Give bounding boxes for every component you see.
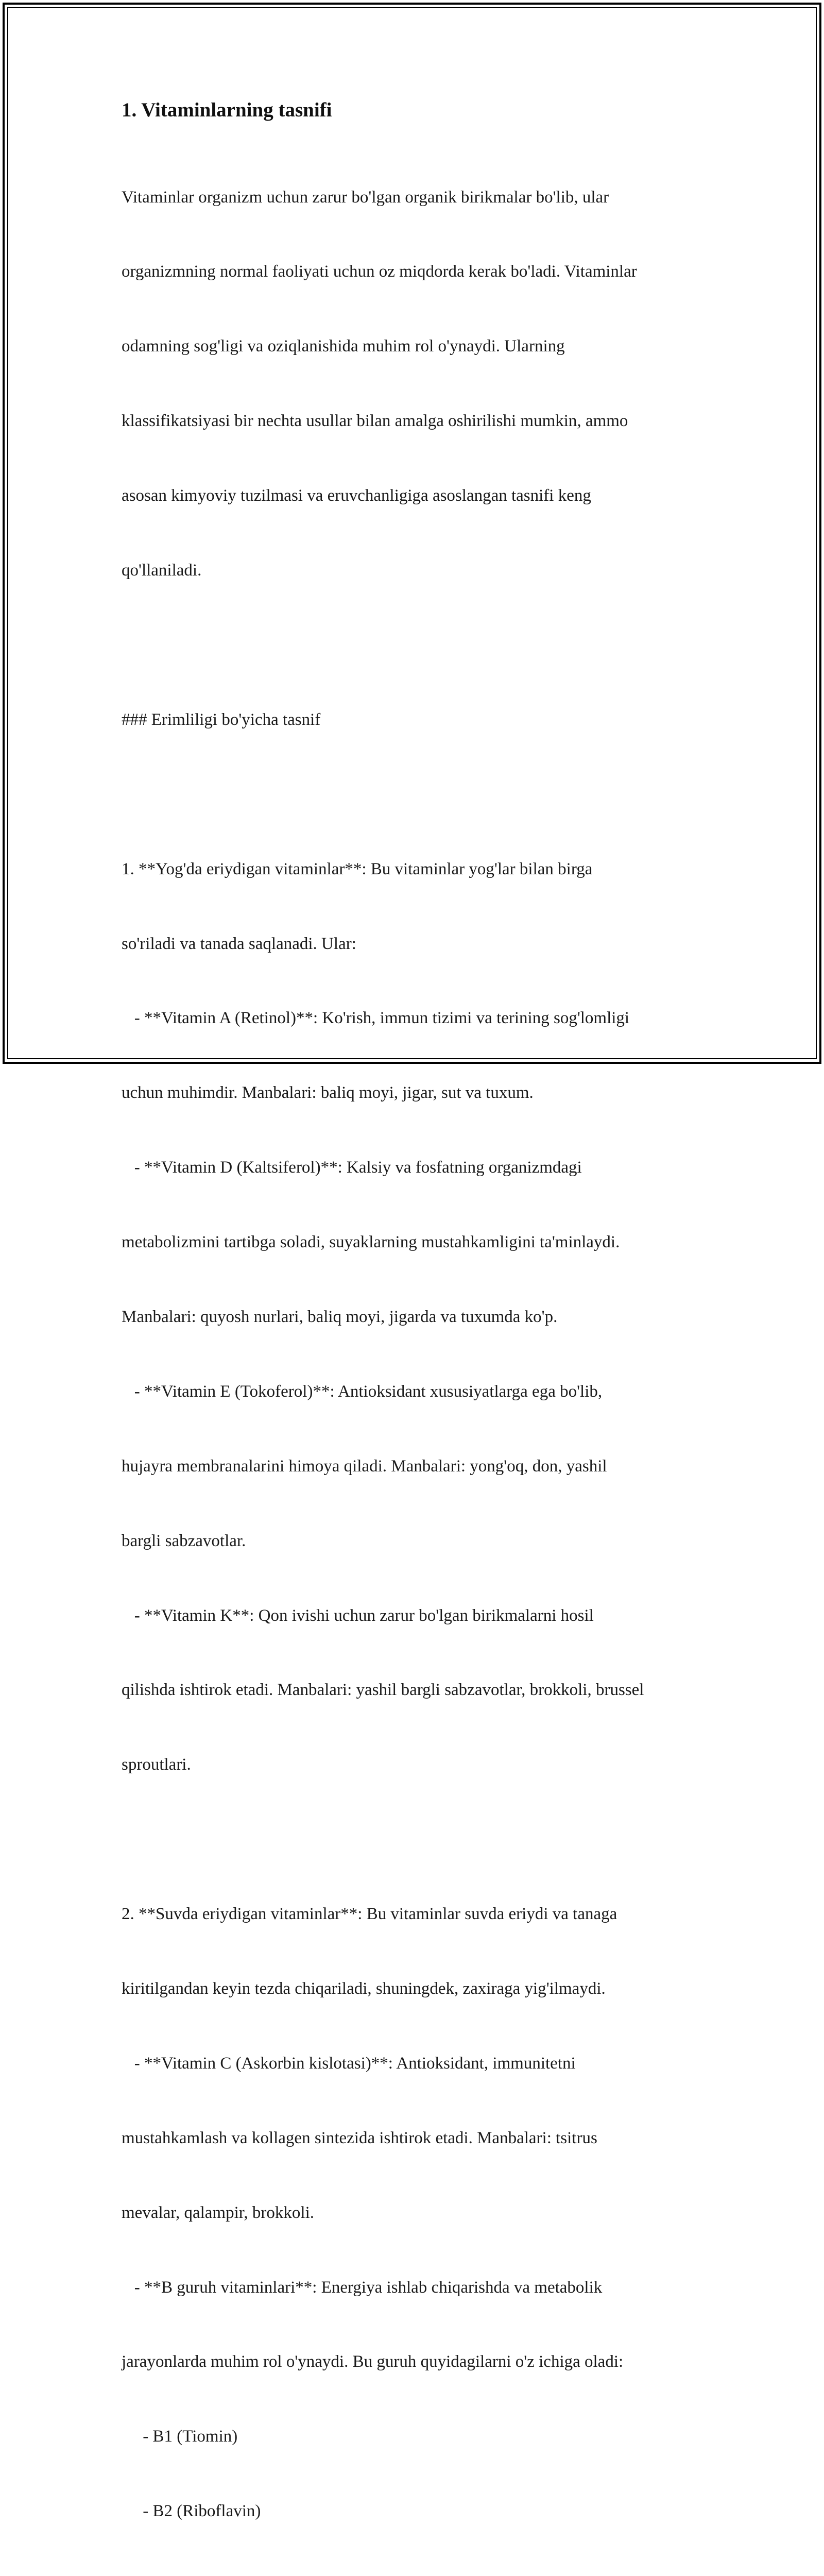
text-line: klassifikatsiyasi bir nechta usullar bilan amalga oshirilishi mumkin, ammo: [122, 412, 628, 431]
text-line: sproutlari.: [122, 1755, 191, 1774]
text-line: hujayra membranalarini himoya qiladi. Manbalari: yong'oq, don, yashil: [122, 1456, 607, 1476]
text-line: organizmning normal faoliyati uchun oz miqdorda kerak bo'ladi. Vitaminlar: [122, 262, 637, 281]
text-line: asosan kimyoviy tuzilmasi va eruvchanligiga asoslangan tasnifi keng: [122, 486, 591, 505]
text-line: Manbalari: quyosh nurlari, baliq moyi, jigarda va tuxumda ko'p.: [122, 1307, 558, 1326]
text-line: kiritilgandan keyin tezda chiqariladi, shuningdek, zaxiraga yig'ilmaydi.: [122, 1979, 606, 1998]
text-line: qo'llaniladi.: [122, 561, 202, 580]
text-line: - **Vitamin C (Askorbin kislotasi)**: Antioksidant, immunitetni: [122, 2054, 576, 2073]
blank-line: [122, 1827, 709, 1852]
text-line: mevalar, qalampir, brokkoli.: [122, 2203, 314, 2222]
text-line: Vitaminlar organizm uchun zarur bo'lgan organik birikmalar bo'lib, ular: [122, 188, 609, 207]
fat-soluble-section: [122, 807, 709, 1827]
text-line: - **Vitamin E (Tokoferol)**: Antioksidant xususiyatlarga ega bo'lib,: [122, 1382, 603, 1401]
text-line: jarayonlarda muhim rol o'ynaydi. Bu guruh quyidagilarni o'z ichiga oladi:: [122, 2352, 624, 2371]
subheading-paragraph: [122, 657, 709, 782]
section-heading: 1. Vitaminlarning tasnifi: [122, 99, 332, 121]
text-line: - **B guruh vitaminlari**: Energiya ishlab chiqarishda va metabolik: [122, 2278, 603, 2297]
text-line: 2. **Suvda eriydigan vitaminlar**: Bu vitaminlar suvda eriydi va tanaga: [122, 1905, 617, 1924]
text-line: odamning sog'ligi va oziqlanishida muhim rol o'ynaydi. Ularning: [122, 337, 565, 356]
blank-line: [122, 633, 709, 657]
water-soluble-section: [122, 1852, 709, 2576]
text-line: - **Vitamin D (Kaltsiferol)**: Kalsiy va fosfatning organizmdagi: [122, 1158, 582, 1177]
text-line: - **Vitamin A (Retinol)**: Ko'rish, immun tizimi va terining sog'lomligi: [122, 1009, 630, 1028]
text-line: 1. **Yog'da eriydigan vitaminlar**: Bu vitaminlar yog'lar bilan birga: [122, 859, 593, 878]
text-line: so'riladi va tanada saqlanadi. Ular:: [122, 934, 356, 953]
text-line: qilishda ishtirok etadi. Manbalari: yashil bargli sabzavotlar, brokkoli, brussel: [122, 1681, 644, 1700]
text-line: metabolizmini tartibga soladi, suyaklarning mustahkamligini ta'minlaydi.: [122, 1233, 620, 1252]
blank-line: [122, 782, 709, 807]
intro-paragraph: [122, 135, 709, 633]
document-body: [122, 97, 709, 2576]
text-line: bargli sabzavotlar.: [122, 1531, 246, 1550]
text-line: [122, 2573, 709, 2576]
text-line: uchun muhimdir. Manbalari: baliq moyi, jigar, sut va tuxum.: [122, 1083, 534, 1103]
subheading-line: ### Erimliligi bo'yicha tasnif: [122, 710, 321, 729]
text-line: mustahkamlash va kollagen sintezida ishtirok etadi. Manbalari: tsitrus: [122, 2128, 597, 2147]
text-line: - B1 (Tiomin): [122, 2427, 238, 2446]
text-line: - B2 (Riboflavin): [122, 2502, 261, 2521]
text-line: - **Vitamin K**: Qon ivishi uchun zarur bo'lgan birikmalarni hosil: [122, 1606, 594, 1625]
